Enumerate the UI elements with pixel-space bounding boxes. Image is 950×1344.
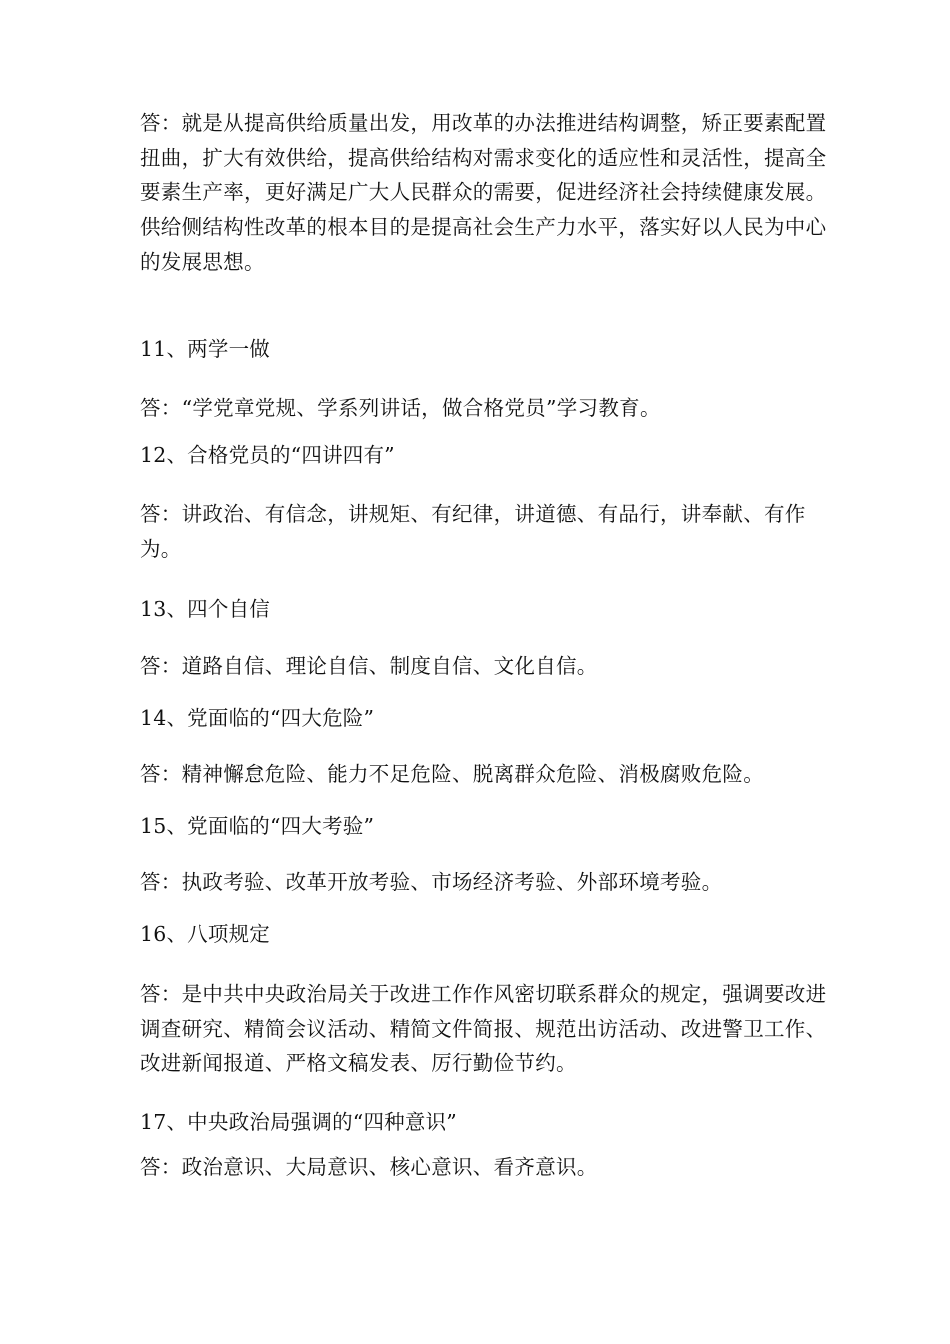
answer-12-paragraph: 答：讲政治、有信念，讲规矩、有纪律，讲道德、有品行，讲奉献、有作为。 [140,502,806,561]
question-14-heading: 14、党面临的“四大危险” [140,706,375,730]
question-17-heading: 17、中央政治局强调的“四种意识” [140,1110,457,1134]
answer-16-paragraph: 答：是中共中央政治局关于改进工作作风密切联系群众的规定，强调要改进调查研究、精简会议活动、精简文件简报、规范出访活动、改进警卫工作、改进新闻报道、严格文稿发表、厉行勤俭节约。 [140,982,827,1076]
question-13-heading: 13、四个自信 [140,597,270,621]
question-15-heading: 15、党面临的“四大考验” [140,814,375,838]
answer-10-paragraph: 答：就是从提高供给质量出发，用改革的办法推进结构调整，矫正要素配置扭曲，扩大有效供给，提高供给结构对需求变化的适应性和灵活性，提高全要素生产率，更好满足广大人民群众的需要，促进经济社会持续健康发展。供给侧结构性改革的根本目的是提高社会生产力水平，落实好以人民为中心的发展思想。 [140,111,827,274]
answer-14-paragraph: 答：精神懈怠危险、能力不足危险、脱离群众危险、消极腐败危险。 [140,762,764,786]
answer-17-paragraph: 答：政治意识、大局意识、核心意识、看齐意识。 [140,1155,598,1179]
answer-15-paragraph: 答：执政考验、改革开放考验、市场经济考验、外部环境考验。 [140,870,723,894]
answer-11-paragraph: 答：“学党章党规、学系列讲话，做合格党员”学习教育。 [140,396,661,420]
question-12-heading: 12、合格党员的“四讲四有” [140,443,395,467]
answer-13-paragraph: 答：道路自信、理论自信、制度自信、文化自信。 [140,654,598,678]
question-11-heading: 11、两学一做 [140,337,270,361]
question-16-heading: 16、八项规定 [140,922,270,946]
